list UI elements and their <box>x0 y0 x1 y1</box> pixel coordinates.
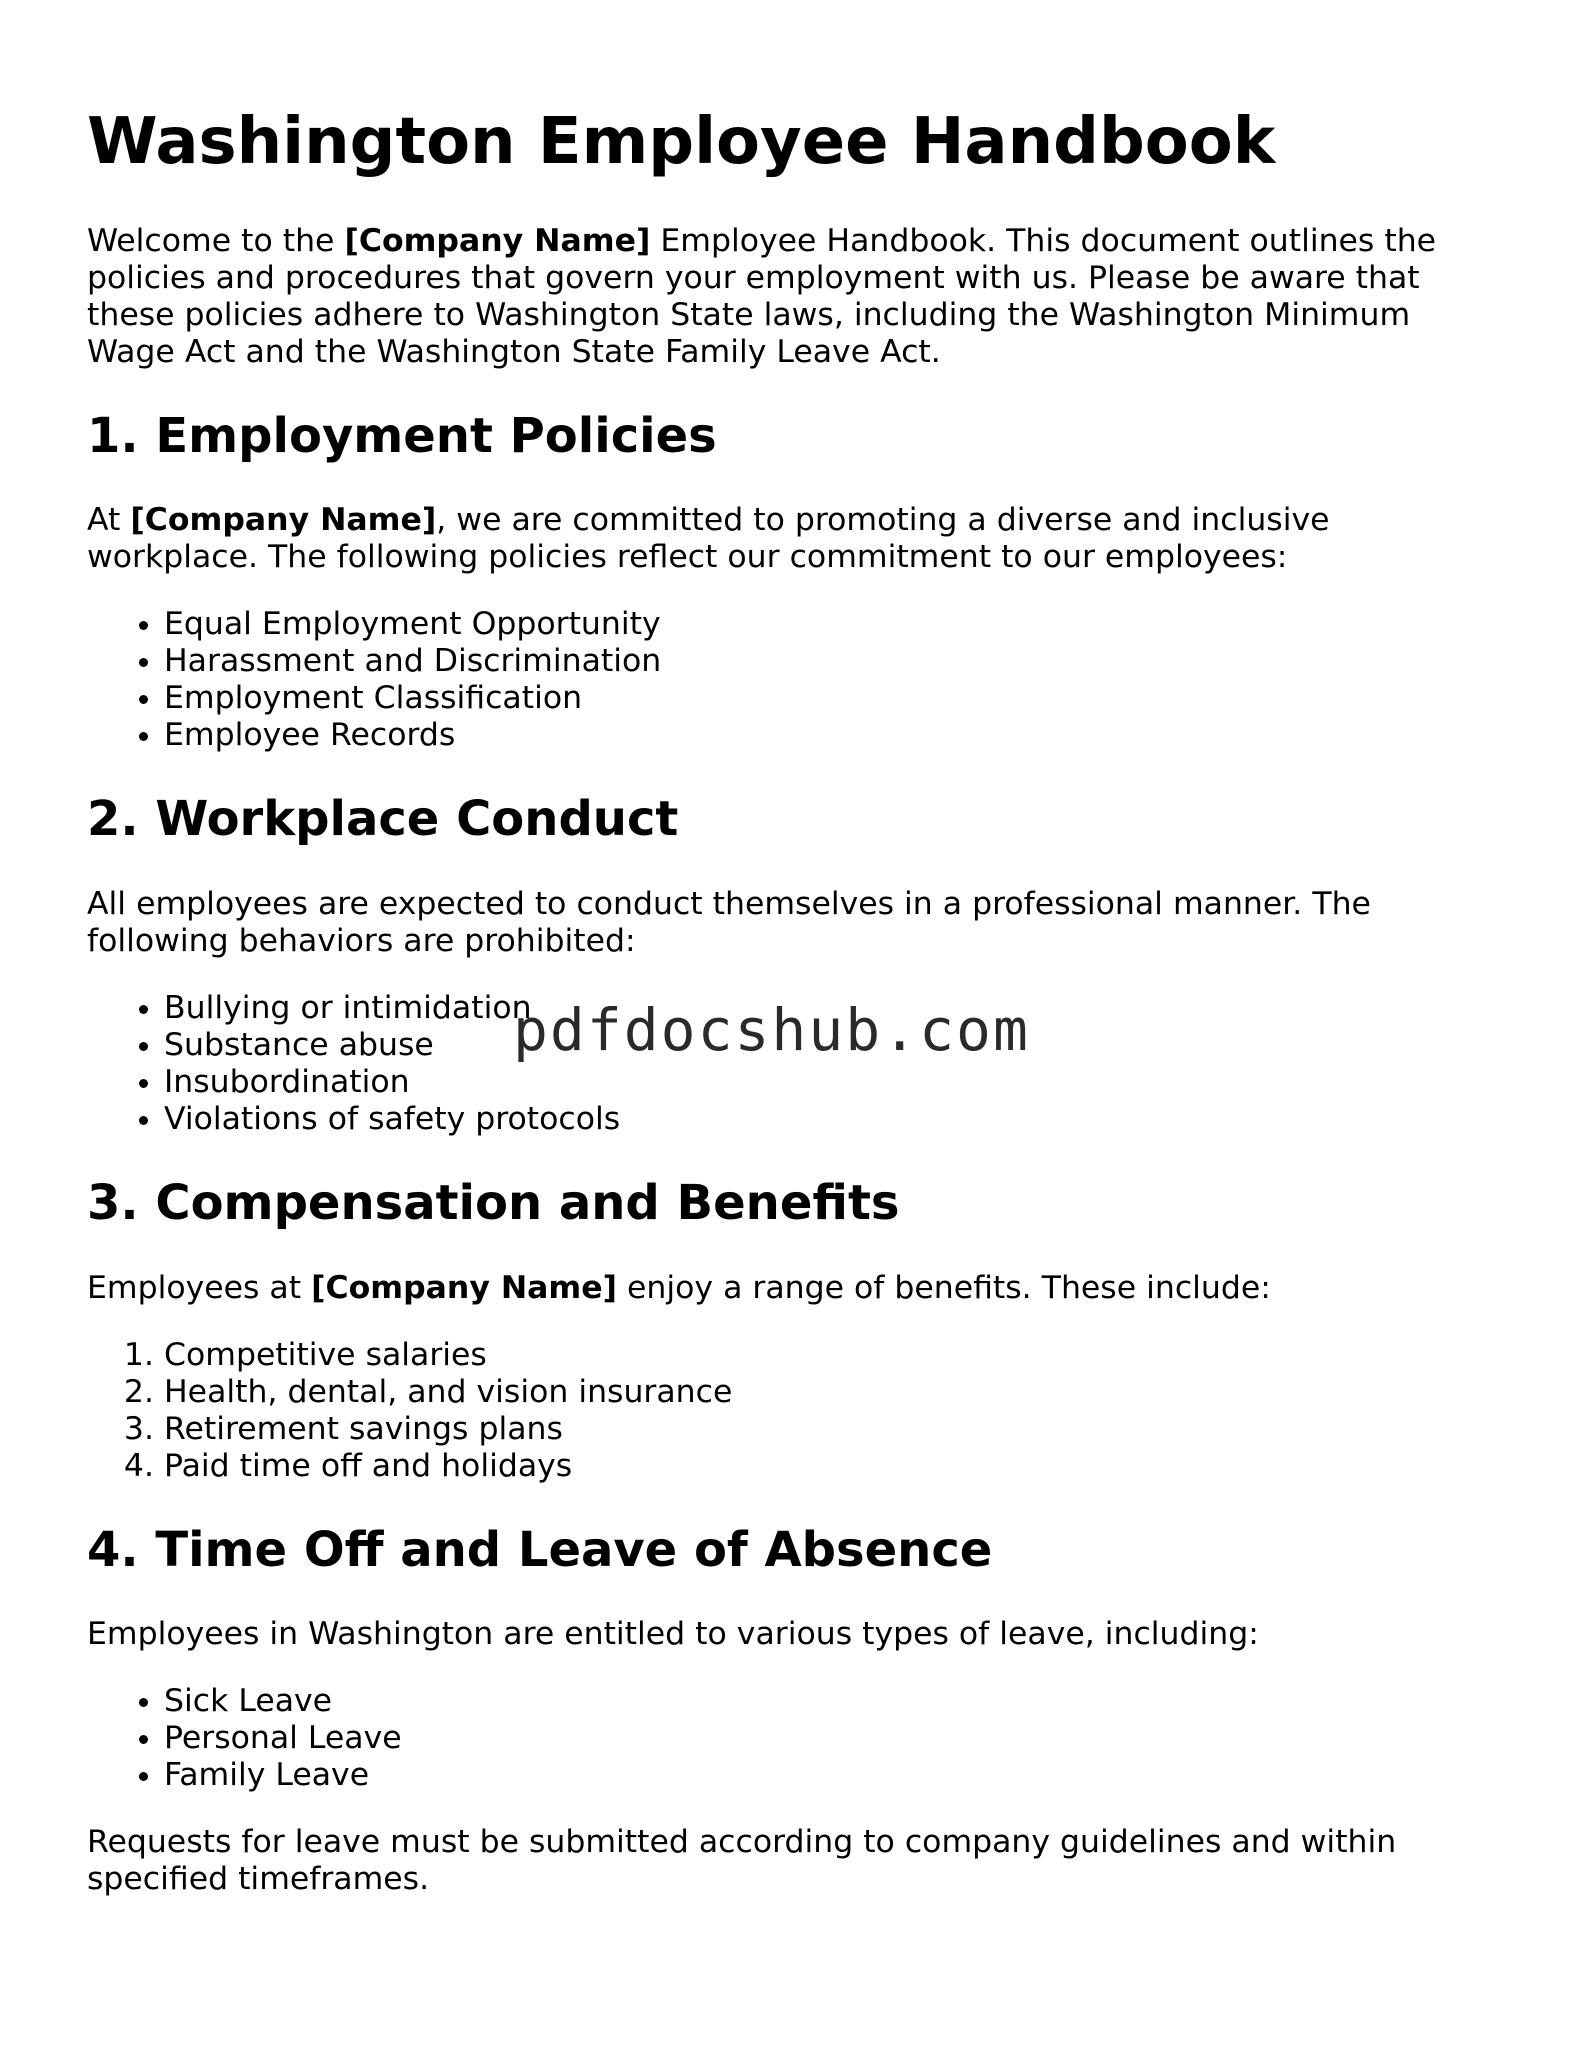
document-title: Washington Employee Handbook <box>87 105 1276 179</box>
list-item: • Equal Employment Opportunity <box>164 606 1507 643</box>
section-heading-employment-policies: 1. Employment Policies <box>87 407 717 464</box>
list-item: • Sick Leave <box>164 1683 1507 1720</box>
list-item: • Violations of safety protocols <box>164 1101 1507 1138</box>
list-item: 2. Health, dental, and vision insurance <box>164 1374 1507 1411</box>
section-employment-policies-text <box>87 502 1507 576</box>
leave-requests-note: Requests for leave must be submitted according to company guidelines and within specified timeframes. <box>87 1824 1397 1898</box>
section-heading-compensation-benefits: 3. Compensation and Benefits <box>87 1174 900 1231</box>
list-item: • Substance abuse <box>164 1027 1507 1064</box>
section-heading-workplace-conduct: 2. Workplace Conduct <box>87 791 679 848</box>
section-workplace-conduct-text: All employees are expected to conduct themselves in a professional manner. The following behaviors are prohibited: <box>87 885 1371 959</box>
company-name-placeholder: [Company Name] <box>130 502 437 539</box>
company-name-placeholder: [Company Name] <box>344 222 651 259</box>
list-item: • Insubordination <box>164 1064 1507 1101</box>
section-heading-time-off: 4. Time Off and Leave of Absence <box>87 1521 993 1578</box>
intro-paragraph <box>87 223 1507 371</box>
section-text-prefix: At <box>87 502 131 539</box>
section-text-suffix: , we are committed to promoting a diverse and inclusive workplace. The following policies reflect our commitment to our employees: <box>87 502 1330 576</box>
list-item: • Family Leave <box>164 1757 1507 1794</box>
intro-suffix: Employee Handbook. This document outlines the policies and procedures that govern your employment with us. Please be aware that these policies adhere to Washington State laws, including the Washington Minimum Wage Act and the Washington State Family Leave Act. <box>87 222 1437 370</box>
list-item: 4. Paid time off and holidays <box>164 1448 1507 1485</box>
list-item: • Employment Classification <box>164 680 1507 717</box>
section-compensation-text <box>87 1270 1507 1307</box>
employment-policies-list <box>87 606 1507 754</box>
section-text-prefix: Employees at <box>87 1269 312 1306</box>
section-time-off-text: Employees in Washington are entitled to various types of leave, including: <box>87 1616 1259 1653</box>
list-item: • Harassment and Discrimination <box>164 643 1507 680</box>
benefits-list <box>87 1337 1507 1485</box>
watermark: pdfdocshub.com <box>513 996 1030 1064</box>
section-text-suffix: enjoy a range of benefits. These include: <box>617 1269 1271 1306</box>
company-name-placeholder: [Company Name] <box>311 1269 618 1306</box>
intro-prefix: Welcome to the <box>87 222 345 259</box>
list-item: 1. Competitive salaries <box>164 1337 1507 1374</box>
list-item: 3. Retirement savings plans <box>164 1411 1507 1448</box>
leave-types-list <box>87 1683 1507 1794</box>
list-item: • Employee Records <box>164 717 1507 754</box>
list-item: • Personal Leave <box>164 1720 1507 1757</box>
list-item: • Bullying or intimidation <box>164 990 1507 1027</box>
